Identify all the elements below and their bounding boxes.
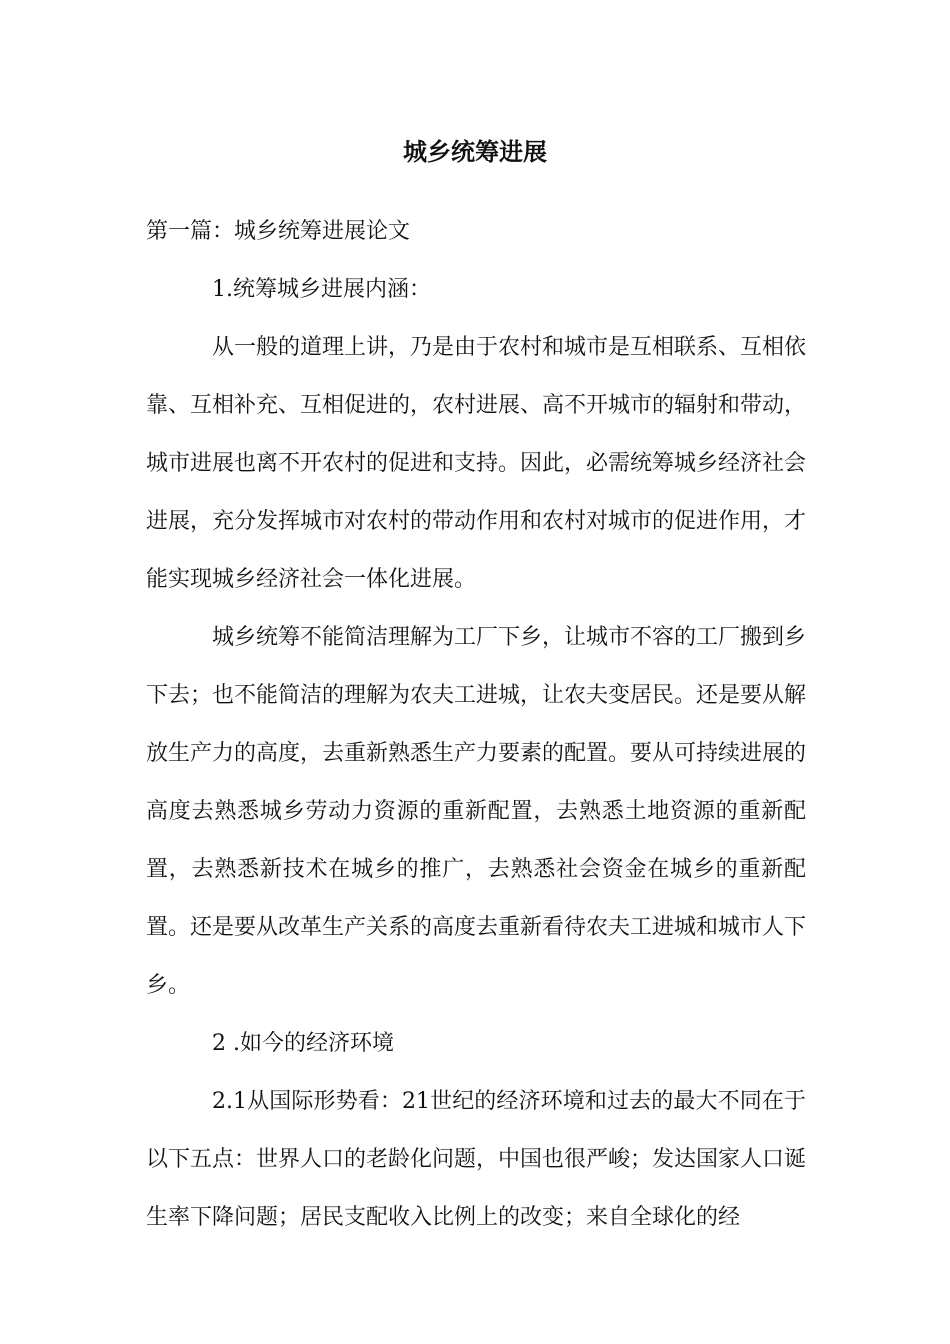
section-2-heading: 2 .如今的经济环境 — [212, 1031, 394, 1056]
paragraph-1: 从一般的道理上讲，乃是由于农村和城市是互相联系、互相依靠、互相补充、互相促进的，农村进展、高不开城市的辐射和带动，城市进展也离不开农村的促进和支持。因此，必需统筹城乡经济社会进展，充分发挥城市对农村的带动作用和农村对城市的促进作用，才能实现城乡经济社会一体化进展。 — [146, 335, 807, 592]
section-1-heading: 1.统筹城乡进展内涵： — [212, 277, 431, 302]
document-body — [146, 203, 806, 1247]
paragraph-3: 2.1从国际形势看：21世纪的经济环境和过去的最大不同在于以下五点：世界人口的老龄化问题，中国也很严峻；发达国家人口诞生率下降问题；居民支配收入比例上的改变；来自全球化的经 — [146, 1089, 807, 1230]
chapter-heading: 第一篇：城乡统筹进展论文 — [146, 219, 411, 244]
paragraph-2: 城乡统筹不能简洁理解为工厂下乡，让城市不容的工厂搬到乡下去；也不能简洁的理解为农夫工进城，让农夫变居民。还是要从解放生产力的高度，去重新熟悉生产力要素的配置。要从可持续进展的高度去熟悉城乡劳动力资源的重新配置，去熟悉土地资源的重新配置，去熟悉新技术在城乡的推广，去熟悉社会资金在城乡的重新配置。还是要从改革生产关系的高度去重新看待农夫工进城和城市人下乡。 — [146, 625, 807, 998]
document-title: 城乡统筹进展 — [403, 138, 547, 166]
